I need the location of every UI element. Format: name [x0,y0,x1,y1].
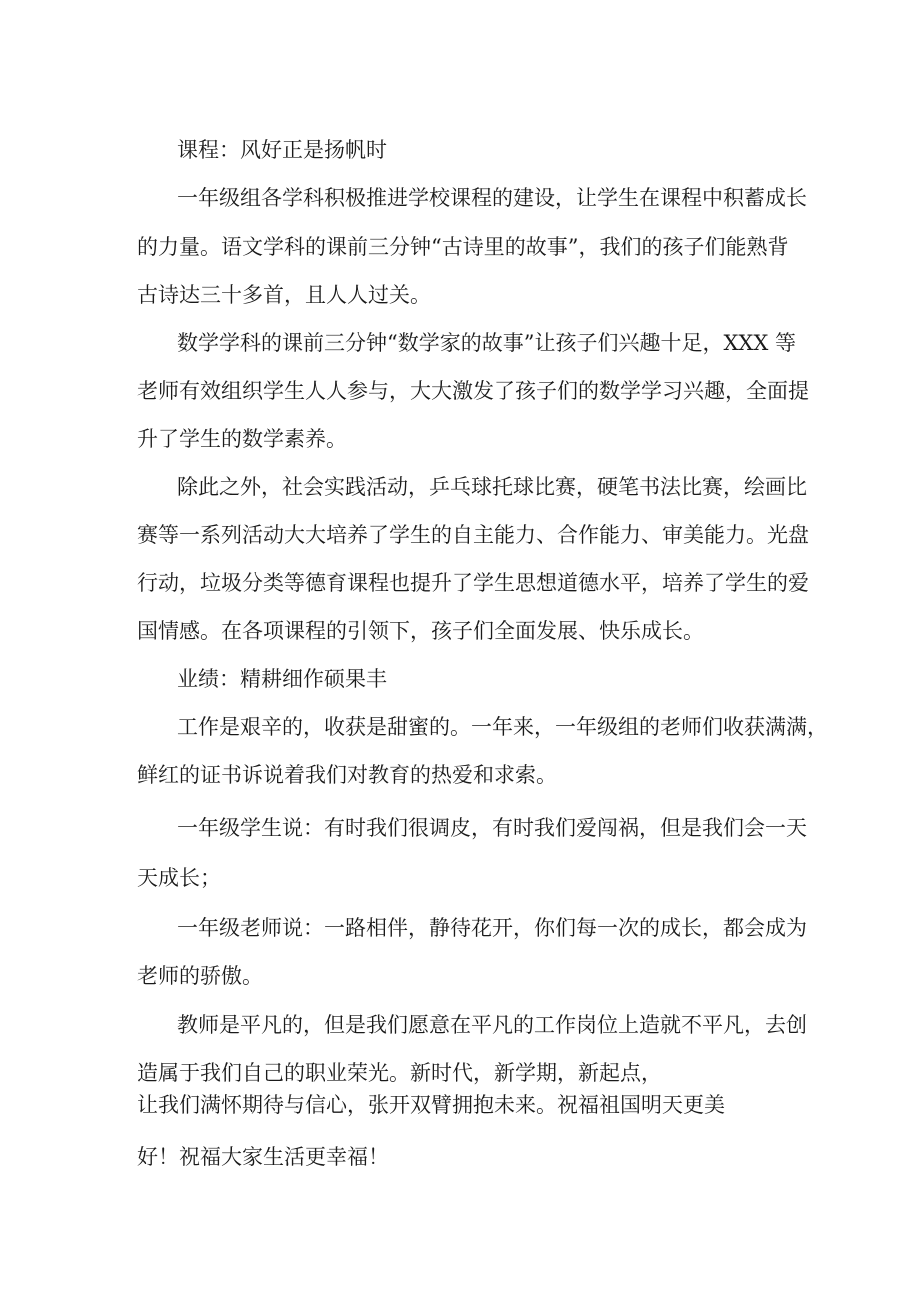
paragraph-line: 老师有效组织学生人人参与，大大激发了孩子们的数学学习兴趣，全面提 [137,379,809,403]
paragraph-line: 古诗达三十多首，且人人过关。 [137,283,431,307]
paragraph-line: 教师是平凡的，但是我们愿意在平凡的工作岗位上造就不平凡，去创 [177,1013,807,1037]
paragraph-line: 好！祝福大家生活更幸福！ [137,1145,389,1169]
paragraph-line: 鲜红的证书诉说着我们对教育的热爱和求索。 [137,763,557,787]
paragraph-line: 国情感。在各项课程的引领下，孩子们全面发展、快乐成长。 [137,619,704,643]
paragraph-line: 造属于我们自己的职业荣光。新时代，新学期，新起点， [137,1061,662,1085]
paragraph-line: 除此之外，社会实践活动，乒乓球托球比赛，硬笔书法比赛，绘画比 [177,475,807,499]
paragraph-line: 一年级学生说：有时我们很调皮，有时我们爱闯祸，但是我们会一天 [177,816,807,840]
section-heading-curriculum: 课程：风好正是扬帆时 [177,138,387,162]
paragraph-line: 的力量。语文学科的课前三分钟“古诗里的故事”，我们的孩子们能熟背 [137,235,789,259]
paragraph-line: 老师的骄傲。 [137,964,263,988]
paragraph-line: 数学学科的课前三分钟“数学家的故事”让孩子们兴趣十足，XXX 等 [177,331,796,355]
paragraph-line: 升了学生的数学素养。 [137,427,347,451]
paragraph-line: 一年级老师说：一路相伴，静待花开，你们每一次的成长，都会成为 [177,916,807,940]
paragraph-line: 行动，垃圾分类等德育课程也提升了学生思想道德水平，培养了学生的爱 [137,571,809,595]
paragraph-line: 赛等一系列活动大大培养了学生的自主能力、合作能力、审美能力。光盘 [137,523,809,547]
section-heading-achievements: 业绩：精耕细作硕果丰 [177,667,387,691]
paragraph-line: 工作是艰辛的，收获是甜蜜的。一年来，一年级组的老师们收获满满， [177,715,828,739]
paragraph-line: 一年级组各学科积极推进学校课程的建设，让学生在课程中积蓄成长 [177,186,807,210]
paragraph-line: 天成长； [137,866,221,890]
paragraph-line: 让我们满怀期待与信心，张开双臂拥抱未来。祝福祖国明天更美 [137,1093,725,1117]
